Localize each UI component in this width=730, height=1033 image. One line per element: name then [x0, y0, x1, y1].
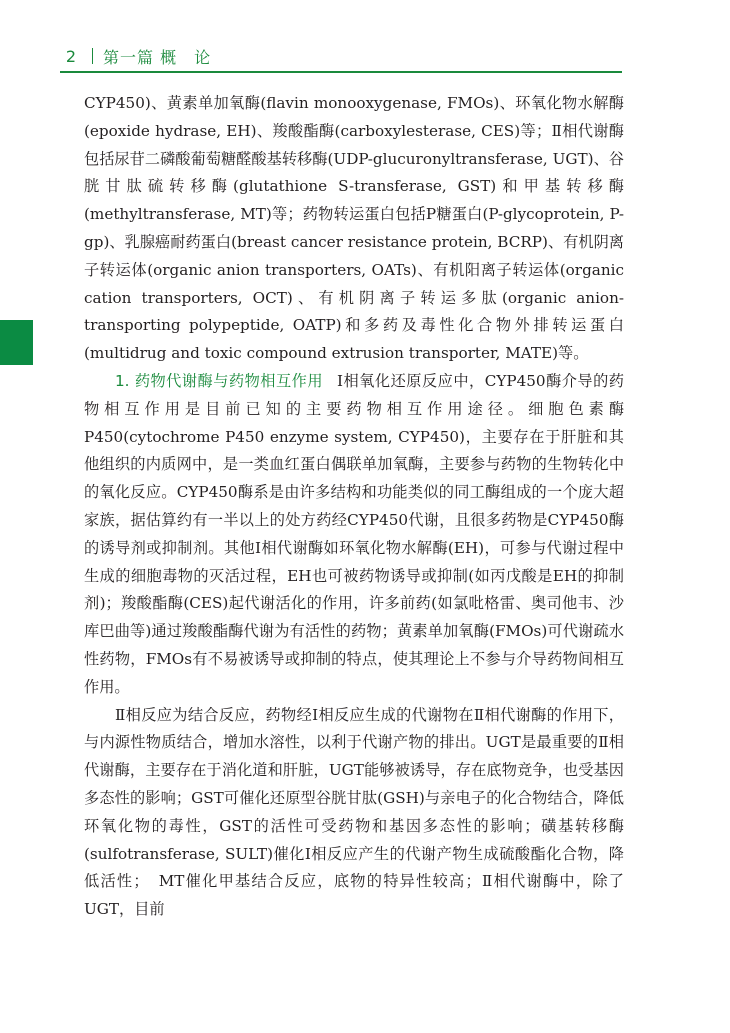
paragraph-2	[84, 368, 624, 702]
section-heading: 1. 药物代谢酶与药物相互作用	[115, 371, 324, 390]
paragraph-3: Ⅱ相反应为结合反应，药物经Ⅰ相反应生成的代谢物在Ⅱ相代谢酶的作用下，与内源性物质结合，增加水溶性，以利于代谢产物的排出。UGT是最重要的Ⅱ相代谢酶，主要存在于消化道和肝脏，UGT能够被诱导，存在底物竞争，也受基因多态性的影响；GST可催化还原型谷胱甘肽(GSH)与亲电子的化合物结合，降低环氧化物的毒性，GST的活性可受药物和基因多态性的影响；磺基转移酶(sulfotransferase, SULT)催化Ⅰ相反应产生的代谢产物生成硫酸酯化合物，降低活性； MT催化甲基结合反应，底物的特异性较高；Ⅱ相代谢酶中，除了UGT，目前	[84, 705, 624, 919]
running-header	[60, 42, 622, 70]
paragraph-1: CYP450)、黄素单加氧酶(flavin monooxygenase, FMOs)、环氧化物水解酶(epoxide hydrase, EH)、羧酸酯酶(carboxylesterase, CES)等；Ⅱ相代谢酶包括尿苷二磷酸葡萄糖醛酸基转移酶(UDP-glucuronyltransferase, UGT)、谷胱甘肽硫转移酶(glutathione S-transferase, GST)和甲基转移酶(methyltransferase, MT)等；药物转运蛋白包括P糖蛋白(P-glycoprotein, P-gp)、乳腺癌耐药蛋白(breast cancer resistance protein, BCRP)、有机阴离子转运体(organic anion transporters, OATs)、有机阳离子转运体(organic cation transporters, OCT)、有机阴离子转运多肽(organic anion-transporting polypeptide, OATP)和多药及毒性化合物外排转运蛋白(multidrug and toxic compound extrusion transporter, MATE)等。	[84, 94, 624, 363]
chapter-edge-tab	[0, 320, 33, 365]
paragraph-2-text: Ⅰ相氧化还原反应中，CYP450酶介导的药物相互作用是目前已知的主要药物相互作用途径。细胞色素酶P450(cytochrome P450 enzyme system, CYP450)，主要存在于肝脏和其他组织的内质网中，是一类血红蛋白偶联单加氧酶，主要参与药物的生物转化中的氧化反应。CYP450酶系是由许多结构和功能类似的同工酶组成的一个庞大超家族，据估算约有一半以上的处方药经CYP450代谢，且很多药物是CYP450酶的诱导剂或抑制剂。其他Ⅰ相代谢酶如环氧化物水解酶(EH)，可参与代谢过程中生成的细胞毒物的灭活过程，EH也可被药物诱导或抑制(如丙戊酸是EH的抑制剂)；羧酸酯酶(CES)起代谢活化的作用，许多前药(如氯吡格雷、奥司他韦、沙库巴曲等)通过羧酸酯酶代谢为有活性的药物；黄素单加氧酶(FMOs)可代谢疏水性药物，FMOs有不易被诱导或抑制的特点，使其理论上不参与介导药物间相互作用。	[84, 371, 624, 696]
page-number: 2	[65, 46, 77, 66]
body-text	[84, 90, 624, 924]
header-rule	[60, 71, 622, 73]
section-title: 第一篇 概 论	[103, 47, 212, 67]
header-divider	[92, 48, 93, 64]
